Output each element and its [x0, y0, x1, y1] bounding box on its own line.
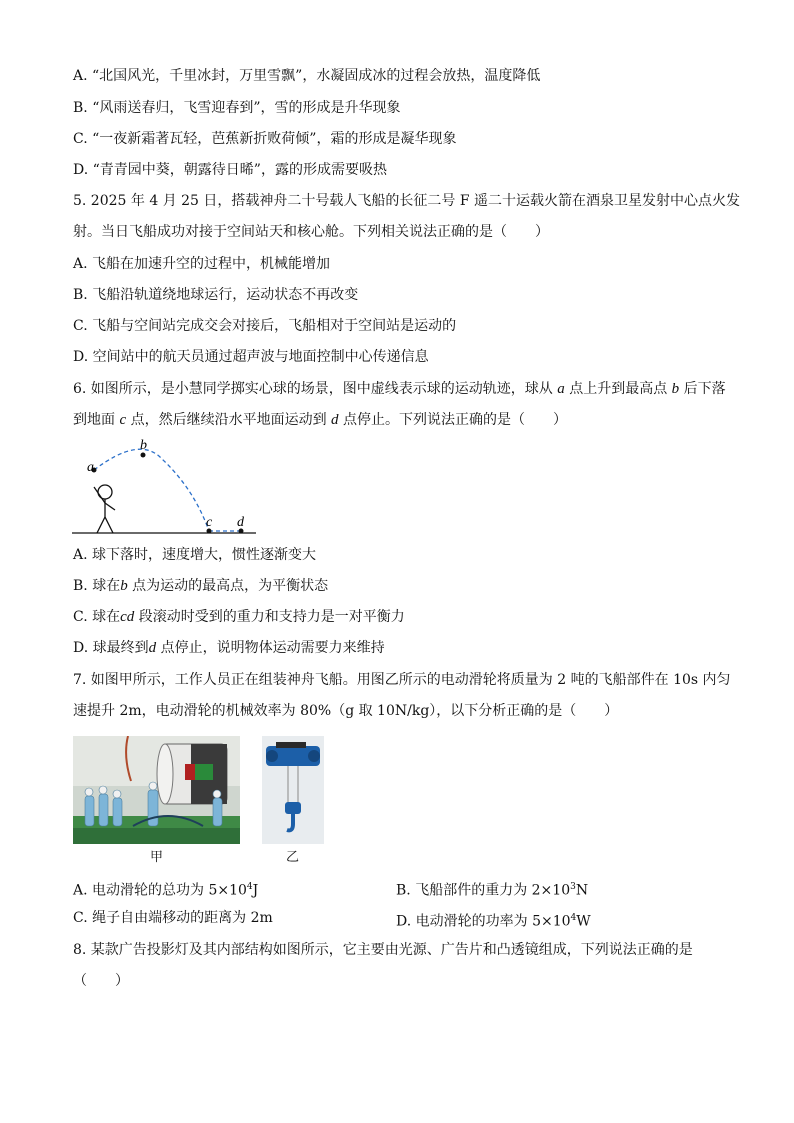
- q4-option-b: B. “风雨送春归，飞雪迎春到”，雪的形成是升华现象: [73, 100, 401, 116]
- q6-option-a: A. 球下落时，速度增大，惯性逐渐变大: [73, 547, 317, 563]
- label-d: d: [237, 515, 244, 530]
- caption-yi: 乙: [286, 850, 300, 865]
- q5-option-a: A. 飞船在加速升空的过程中，机械能增加: [73, 256, 331, 272]
- assembly-photo: [73, 736, 240, 844]
- q6-stem-line1: 6. 如图所示，是小慧同学掷实心球的场景，图中虚线表示球的运动轨迹，球从 a 点上升到最高点 b 后下落: [73, 381, 726, 397]
- point-b: [141, 453, 146, 458]
- q6-stem-line2: 到地面 c 点，然后继续沿水平地面运动到 d 点停止。下列说法正确的是（ ）: [73, 412, 567, 428]
- q8-stem-line1: 8. 某款广告投影灯及其内部结构如图所示，它主要由光源、广告片和凸透镜组成，下列说法正确的是: [73, 942, 693, 958]
- q5-stem-line1: 5. 2025 年 4 月 25 日，搭载神舟二十号载人飞船的长征二号 F 遥二十运载火箭在酒泉卫星发射中心点火发: [73, 193, 741, 209]
- student-figure: [94, 485, 115, 533]
- q6-option-b: B. 球在b 点为运动的最高点，为平衡状态: [73, 578, 329, 594]
- label-a: a: [87, 460, 94, 475]
- q8-stem-line2: （ ）: [73, 973, 129, 989]
- caption-jia: 甲: [150, 850, 164, 865]
- q4-option-c: C. “一夜新霜著瓦轻，芭蕉新折败荷倾”，霜的形成是凝华现象: [73, 131, 457, 147]
- label-b: b: [140, 438, 147, 453]
- q7-option-a: A. 电动滑轮的总功为 $5\times 10^4J$: [73, 882, 259, 899]
- q5-option-d: D. 空间站中的航天员通过超声波与地面控制中心传递信息: [73, 349, 429, 365]
- q7-stem-line1: 7. 如图甲所示，工作人员正在组装神舟飞船。用图乙所示的电动滑轮将质量为 2 吨的飞船部件在 10s 内匀: [73, 672, 731, 688]
- q7-option-d: D. 电动滑轮的功率为 $5\times 10^4W$: [396, 913, 591, 930]
- shot-put-diagram: [70, 437, 260, 537]
- q6-option-c: C. 球在cd 段滚动时受到的重力和支持力是一对平衡力: [73, 609, 405, 625]
- q6-option-d: D. 球最终到d 点停止，说明物体运动需要力来维持: [73, 640, 385, 656]
- q4-option-d: D. “青青园中葵，朝露待日晞”，露的形成需要吸热: [73, 162, 387, 178]
- label-c: c: [206, 515, 213, 530]
- q7-option-b: B. 飞船部件的重力为 $2\times 10^3N$: [396, 882, 589, 899]
- q5-option-b: B. 飞船沿轨道绕地球运行，运动状态不再改变: [73, 287, 359, 303]
- q5-option-c: C. 飞船与空间站完成交会对接后，飞船相对于空间站是运动的: [73, 318, 457, 334]
- q7-stem-line2: 速提升 2m，电动滑轮的机械效率为 80%（g 取 10N/kg），以下分析正确的是（ ）: [73, 703, 619, 719]
- q7-option-c: C. 绳子自由端移动的距离为 2m: [73, 910, 273, 926]
- q4-option-a: A. “北国风光，千里冰封，万里雪飘”，水凝固成冰的过程会放热，温度降低: [73, 68, 541, 84]
- q5-stem-line2: 射。当日飞船成功对接于空间站天和核心舱。下列相关说法正确的是（ ）: [73, 224, 549, 240]
- electric-hoist-photo: [262, 736, 324, 844]
